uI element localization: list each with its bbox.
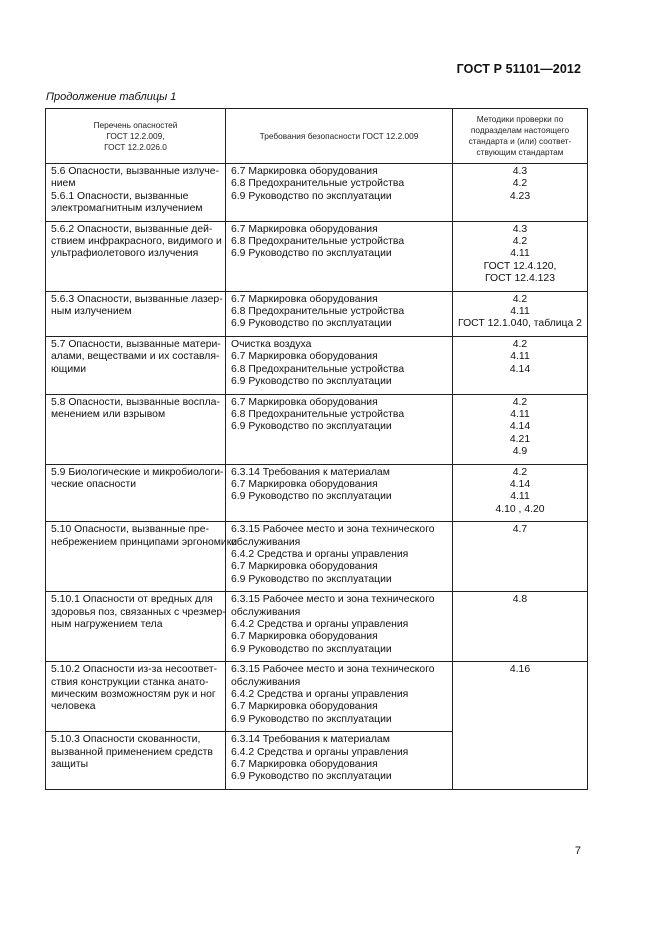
requirements-cell — [226, 522, 453, 592]
cell-line: 6.9 Руководство по эксплуатации — [231, 421, 392, 433]
cell-line: менением или взрывом — [51, 408, 166, 420]
cell-line: 6.7 Маркировка оборудования — [231, 701, 378, 713]
cell-line: Очистка воздуха — [231, 338, 312, 350]
cell-line: ным нагружением тела — [51, 619, 163, 630]
table-row — [46, 164, 588, 222]
cell-line: 6.4.2 Средства и органы управления — [231, 689, 409, 701]
table-body — [46, 164, 588, 790]
methods-cell — [453, 221, 588, 291]
cell-line: 4.3 — [512, 223, 528, 235]
cell-line: 5.6.3 Опасности, вызванные лазер- — [51, 293, 223, 305]
cell-line: 4.2 — [512, 178, 528, 190]
cell-line: 6.7 Маркировка оборудования — [231, 351, 378, 363]
cell-line: алами, веществами и их составля- — [51, 351, 220, 363]
cell-line: электромагнитным излучением — [51, 203, 203, 215]
cell-line: 6.9 Руководство по эксплуатации — [231, 491, 392, 503]
table-row — [46, 592, 588, 662]
cell-line: здоровья поз, связанных с чрезмер- — [51, 606, 226, 618]
methods-cell — [453, 291, 588, 336]
cell-line: ным излучением — [51, 306, 132, 318]
cell-line: ющими — [51, 363, 87, 375]
cell-line: ГОСТ 12.1.040, таблица 2 — [458, 318, 582, 330]
hazard-cell — [46, 221, 226, 291]
cell-line: 4.9 — [512, 446, 528, 458]
cell-line: вызванной применением средств — [51, 746, 213, 758]
cell-line: мическим возможностям рук и ног — [51, 689, 216, 701]
methods-cell — [453, 464, 588, 522]
methods-cell — [453, 592, 588, 662]
table-caption: Продолжение таблицы 1 — [46, 91, 177, 103]
cell-line: Перечень опасностей — [93, 119, 178, 130]
cell-line: 4.11 — [510, 306, 530, 318]
cell-line: защиты — [51, 759, 89, 771]
cell-line: 5.6 Опасности, вызванные излуче- — [51, 166, 219, 177]
cell-line: 4.2 — [512, 466, 528, 478]
cell-line: небрежением принципами эргономики — [51, 536, 238, 548]
cell-line: 6.3.14 Требования к материалам — [231, 734, 390, 746]
table-row — [46, 291, 588, 336]
cell-line: 6.9 Руководство по эксплуатации — [231, 190, 392, 202]
hazard-cell — [46, 592, 226, 662]
methods-cell — [453, 394, 588, 464]
cell-line: 6.7 Маркировка оборудования — [231, 293, 378, 305]
cell-line: 5.10.2 Опасности из-за несоответ- — [51, 664, 218, 676]
requirements-cell — [226, 291, 453, 336]
cell-line: 5.9 Биологические и микробиологи- — [51, 466, 224, 478]
hazard-cell — [46, 394, 226, 464]
table-row — [46, 522, 588, 592]
cell-line: 6.3.14 Требования к материалам — [231, 466, 390, 478]
standard-code: ГОСТ Р 51101—2012 — [456, 62, 581, 76]
header-requirements — [226, 109, 453, 164]
cell-line: 6.9 Руководство по эксплуатации — [231, 318, 392, 330]
cell-line: 5.10.1 Опасности от вредных для — [51, 594, 213, 606]
hazard-cell — [46, 464, 226, 522]
cell-line: 4.23 — [509, 190, 531, 202]
table-row — [46, 662, 588, 732]
cell-line: 4.2 — [512, 338, 528, 350]
page-number: 7 — [574, 845, 581, 857]
hazard-cell — [46, 336, 226, 394]
cell-line: ствием инфракрасного, видимого и — [51, 236, 222, 248]
cell-line: 4.11 — [510, 248, 530, 260]
cell-line: 4.11 — [510, 491, 530, 503]
methods-cell — [453, 732, 588, 790]
cell-line: 6.7 Маркировка оборудования — [231, 396, 378, 408]
cell-line: 6.3.15 Рабочее место и зона технического — [231, 664, 435, 676]
cell-line: 5.6.1 Опасности, вызванные — [51, 190, 189, 202]
cell-line: 6.3.15 Рабочее место и зона технического — [231, 524, 435, 536]
cell-line: 4.11 — [510, 408, 530, 420]
cell-line: обслуживания — [231, 536, 301, 548]
cell-line: 6.3.15 Рабочее место и зона технического — [231, 594, 435, 606]
cell-line: 6.7 Маркировка оборудования — [231, 561, 378, 573]
cell-line: ГОСТ 12.2.026.0 — [104, 141, 167, 152]
cell-line: 4.7 — [512, 524, 528, 536]
requirements-cell — [226, 164, 453, 222]
hazard-cell — [46, 291, 226, 336]
cell-line: 6.9 Руководство по эксплуатации — [231, 713, 392, 725]
table-header-row — [46, 109, 588, 164]
requirements-cell — [226, 394, 453, 464]
header-methods — [453, 109, 588, 164]
requirements-cell — [226, 464, 453, 522]
cell-line: 5.6.2 Опасности, вызванные дей- — [51, 223, 213, 235]
cell-line: 4.8 — [512, 594, 528, 606]
cell-line: 4.21 — [509, 433, 531, 445]
cell-line: ГОСТ 12.4.123 — [485, 273, 555, 285]
cell-line: человека — [51, 701, 96, 713]
cell-line: ствующим стандартам — [476, 147, 564, 157]
cell-line: 6.8 Предохранительные устройства — [231, 178, 405, 190]
header-hazards — [46, 109, 226, 164]
cell-line: обслуживания — [231, 606, 301, 618]
cell-line: 6.4.2 Средства и органы управления — [231, 746, 409, 758]
hazard-cell — [46, 164, 226, 222]
table-row — [46, 464, 588, 522]
requirements-cell — [226, 662, 453, 732]
cell-line: 6.4.2 Средства и органы управления — [231, 619, 409, 630]
cell-line: обслуживания — [231, 676, 301, 688]
cell-line: 6.7 Маркировка оборудования — [231, 631, 378, 643]
cell-line: 6.8 Предохранительные устройства — [231, 306, 405, 318]
cell-line: 6.9 Руководство по эксплуатации — [231, 771, 392, 783]
cell-line: 6.9 Руководство по эксплуатации — [231, 248, 392, 260]
requirements-cell — [226, 592, 453, 662]
cell-line: 6.9 Руководство по эксплуатации — [231, 376, 392, 388]
cell-line: подразделам настоящего — [470, 125, 570, 135]
cell-line: 4.14 — [509, 478, 531, 490]
hazard-cell — [46, 662, 226, 732]
cell-line: нием — [51, 178, 76, 190]
cell-line: 4.14 — [509, 421, 531, 433]
table-row — [46, 336, 588, 394]
table-row — [46, 221, 588, 291]
cell-line: ствия конструкции станка анато- — [51, 676, 209, 688]
cell-line: 4.2 — [512, 396, 528, 408]
cell-line: 6.9 Руководство по эксплуатации — [231, 643, 392, 655]
requirements-table — [45, 108, 588, 790]
cell-line: 4.2 — [512, 236, 528, 248]
cell-line: 5.10.3 Опасности скованности, — [51, 734, 201, 746]
cell-line: 6.8 Предохранительные устройства — [231, 236, 405, 248]
requirements-cell — [226, 732, 453, 790]
table-row — [46, 394, 588, 464]
requirements-cell — [226, 221, 453, 291]
cell-line: ГОСТ 12.2.009, — [106, 130, 165, 141]
cell-line: 6.7 Маркировка оборудования — [231, 759, 378, 771]
cell-line: 4.10 , 4.20 — [495, 503, 545, 515]
hazard-cell — [46, 732, 226, 790]
cell-line: 6.7 Маркировка оборудования — [231, 223, 378, 235]
cell-line: 4.14 — [509, 363, 531, 375]
requirements-cell — [226, 336, 453, 394]
cell-line: Требования безопасности ГОСТ 12.2.009 — [259, 130, 419, 141]
cell-line: стандарта и (или) соответ- — [468, 136, 572, 146]
cell-line: 5.7 Опасности, вызванные матери- — [51, 338, 221, 350]
cell-line: 6.4.2 Средства и органы управления — [231, 548, 409, 560]
cell-line: 6.9 Руководство по эксплуатации — [231, 573, 392, 585]
hazard-cell — [46, 522, 238, 592]
cell-line: 6.8 Предохранительные устройства — [231, 363, 405, 375]
cell-line: 6.7 Маркировка оборудования — [231, 166, 378, 177]
cell-line: ческие опасности — [51, 478, 137, 490]
cell-line: ГОСТ 12.4.120, — [483, 260, 557, 272]
cell-line: 4.11 — [510, 351, 530, 363]
cell-line: 6.7 Маркировка оборудования — [231, 478, 378, 490]
cell-line: 4.3 — [512, 166, 528, 177]
methods-cell — [453, 164, 588, 222]
cell-line: 5.8 Опасности, вызванные воспла- — [51, 396, 220, 408]
cell-line: 6.8 Предохранительные устройства — [231, 408, 405, 420]
cell-line: 5.10 Опасности, вызванные пре- — [51, 524, 210, 536]
methods-cell — [453, 522, 588, 592]
methods-cell — [453, 336, 588, 394]
cell-line: 4.16 — [509, 664, 531, 676]
methods-cell — [453, 662, 588, 732]
cell-line: 4.2 — [512, 293, 528, 305]
cell-line: Методики проверки по — [476, 114, 564, 124]
cell-line: ультрафиолетового излучения — [51, 248, 199, 260]
table-row — [46, 732, 588, 790]
